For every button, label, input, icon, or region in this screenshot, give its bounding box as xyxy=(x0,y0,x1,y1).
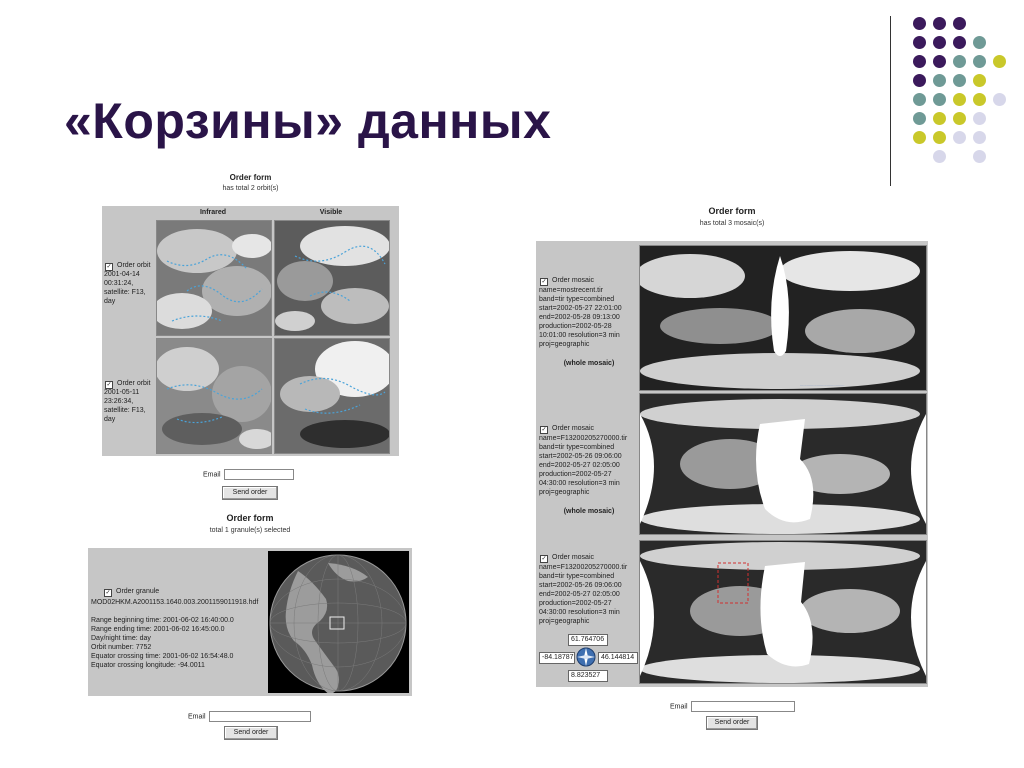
west-coordinate-field[interactable]: -84.18787 xyxy=(539,652,575,664)
mosaic-panel xyxy=(536,241,928,687)
checkbox-checked-icon[interactable]: ✓ xyxy=(106,264,112,270)
granule-panel xyxy=(88,548,412,696)
visible-image-1[interactable] xyxy=(274,220,390,336)
mosaic-image-1[interactable] xyxy=(639,245,927,391)
mosaic-image-3[interactable] xyxy=(639,540,927,684)
decorative-divider xyxy=(890,16,891,186)
decorative-dot xyxy=(953,74,966,87)
order-mosaic-checkbox-row-3[interactable]: ✓ Order mosaic xyxy=(541,554,595,562)
orbit-meta-2: 2001-05-11 23:26:34, satellite: F13, day xyxy=(104,389,146,423)
compass-icon[interactable] xyxy=(576,647,596,667)
svg-text:..............................: ........................................ xyxy=(800,382,845,387)
orbit-send-order-button[interactable]: Send order xyxy=(222,486,278,500)
orbit-form-subtitle: has total 2 orbit(s) xyxy=(222,185,279,192)
mosaic-email-input[interactable] xyxy=(691,701,795,712)
decorative-dot xyxy=(913,17,926,30)
decorative-dot xyxy=(973,74,986,87)
north-coordinate-field[interactable]: 61.764706 xyxy=(568,634,608,646)
south-coordinate-field[interactable]: 8.823527 xyxy=(568,670,608,682)
decorative-dot xyxy=(913,55,926,68)
decorative-dot xyxy=(913,93,926,106)
email-label: Email xyxy=(670,703,688,711)
decorative-dot xyxy=(973,36,986,49)
mosaic-send-order-button[interactable]: Send order xyxy=(706,716,758,730)
orbit-email-input[interactable] xyxy=(224,469,294,480)
column-header-visible: Visible xyxy=(319,209,343,216)
order-orbit-checkbox-row-1[interactable]: ✓ Order orbit xyxy=(106,262,151,270)
decorative-dot xyxy=(933,74,946,87)
decorative-dot xyxy=(973,55,986,68)
email-label: Email xyxy=(188,713,206,721)
decorative-dot xyxy=(953,55,966,68)
granule-form-subtitle: total 1 granule(s) selected xyxy=(209,527,291,534)
decorative-dot xyxy=(953,17,966,30)
decorative-dot xyxy=(993,93,1006,106)
mosaic-email-row xyxy=(670,701,795,712)
decorative-dot xyxy=(913,36,926,49)
east-coordinate-field[interactable]: 46.144814 xyxy=(598,652,638,664)
checkbox-checked-icon[interactable]: ✓ xyxy=(105,590,111,596)
decorative-dot xyxy=(953,131,966,144)
checkbox-checked-icon[interactable]: ✓ xyxy=(541,279,547,285)
order-granule-checkbox-row[interactable]: ✓ Order granule xyxy=(105,588,160,596)
decorative-dot xyxy=(913,74,926,87)
decorative-dot xyxy=(933,55,946,68)
decorative-dot xyxy=(933,150,946,163)
mosaic-form-subtitle: has total 3 mosaic(s) xyxy=(699,220,765,227)
decorative-dot xyxy=(973,112,986,125)
decorative-dot xyxy=(953,93,966,106)
checkbox-checked-icon[interactable]: ✓ xyxy=(106,382,112,388)
mosaic-meta-2: name=F13200205270000.tir band=tir type=combined start=2002-05-26 09:06:00 end=2002-05-27 02:05:00 production=2002-05-27 04:30:00 resolution=3 min proj=geographic xyxy=(539,435,628,496)
email-label: Email xyxy=(203,471,221,479)
orbit-panel xyxy=(102,206,399,456)
order-orbit-checkbox-row-2[interactable]: ✓ Order orbit xyxy=(106,380,151,388)
decorative-dot xyxy=(953,112,966,125)
granule-email-input[interactable] xyxy=(209,711,311,722)
granule-form-title: Order form xyxy=(226,513,274,523)
whole-mosaic-label-1: (whole mosaic) xyxy=(563,360,615,367)
granule-meta: Range beginning time: 2001-06-02 16:40:00.0 Range ending time: 2001-06-02 16:45:00.0 Day/night time: day Orbit number: 7752 Equator crossing time: 2001-06-02 16:54:48.0 Equator crossing longitude: -94.0011 xyxy=(91,617,234,669)
decorative-dot xyxy=(933,112,946,125)
mosaic-meta-3: name=F13200205270000.tir band=tir type=combined start=2002-05-26 09:06:00 end=2002-05-27 02:05:00 production=2002-05-27 04:30:00 resolution=3 min proj=geographic xyxy=(539,564,628,625)
order-mosaic-checkbox-row-1[interactable]: ✓ Order mosaic xyxy=(541,277,595,285)
checkbox-checked-icon[interactable]: ✓ xyxy=(541,556,547,562)
decorative-dot xyxy=(933,17,946,30)
decorative-dot xyxy=(993,55,1006,68)
decorative-dot xyxy=(913,112,926,125)
decorative-dot xyxy=(973,93,986,106)
column-header-infrared: Infrared xyxy=(199,209,227,216)
orbit-meta-1: 2001-04-14 00:31:24, satellite: F13, day xyxy=(104,271,146,305)
mosaic-image-2[interactable] xyxy=(639,393,927,535)
decorative-dot xyxy=(933,93,946,106)
decorative-dot xyxy=(933,131,946,144)
granule-email-row xyxy=(188,711,311,722)
whole-mosaic-label-2: (whole mosaic) xyxy=(563,508,615,515)
infrared-image-2[interactable] xyxy=(156,338,272,454)
decorative-dot xyxy=(913,131,926,144)
decorative-dot xyxy=(973,131,986,144)
decorative-dot xyxy=(973,150,986,163)
granule-send-order-button[interactable]: Send order xyxy=(224,726,278,740)
granule-globe-map[interactable] xyxy=(268,551,409,693)
order-mosaic-checkbox-row-2[interactable]: ✓ Order mosaic xyxy=(541,425,595,433)
visible-image-2[interactable] xyxy=(274,338,390,454)
infrared-image-1[interactable] xyxy=(156,220,272,336)
granule-filename: MOD02HKM.A2001153.1640.003.2001159011918.hdf xyxy=(91,599,259,606)
orbit-email-row xyxy=(203,469,294,480)
slide-title: «Корзины» данных xyxy=(64,93,552,149)
orbit-form-title: Order form xyxy=(229,173,272,182)
decorative-dot-grid xyxy=(893,0,1024,180)
checkbox-checked-icon[interactable]: ✓ xyxy=(541,427,547,433)
mosaic-meta-1: name=mostrecent.tir band=tir type=combined start=2002-05-27 22:01:00 end=2002-05-28 09:13:00 production=2002-05-28 10:01:00 resolution=3 min proj=geographic xyxy=(539,287,622,348)
mosaic-form-title: Order form xyxy=(708,206,756,216)
decorative-dot xyxy=(933,36,946,49)
decorative-dot xyxy=(953,36,966,49)
